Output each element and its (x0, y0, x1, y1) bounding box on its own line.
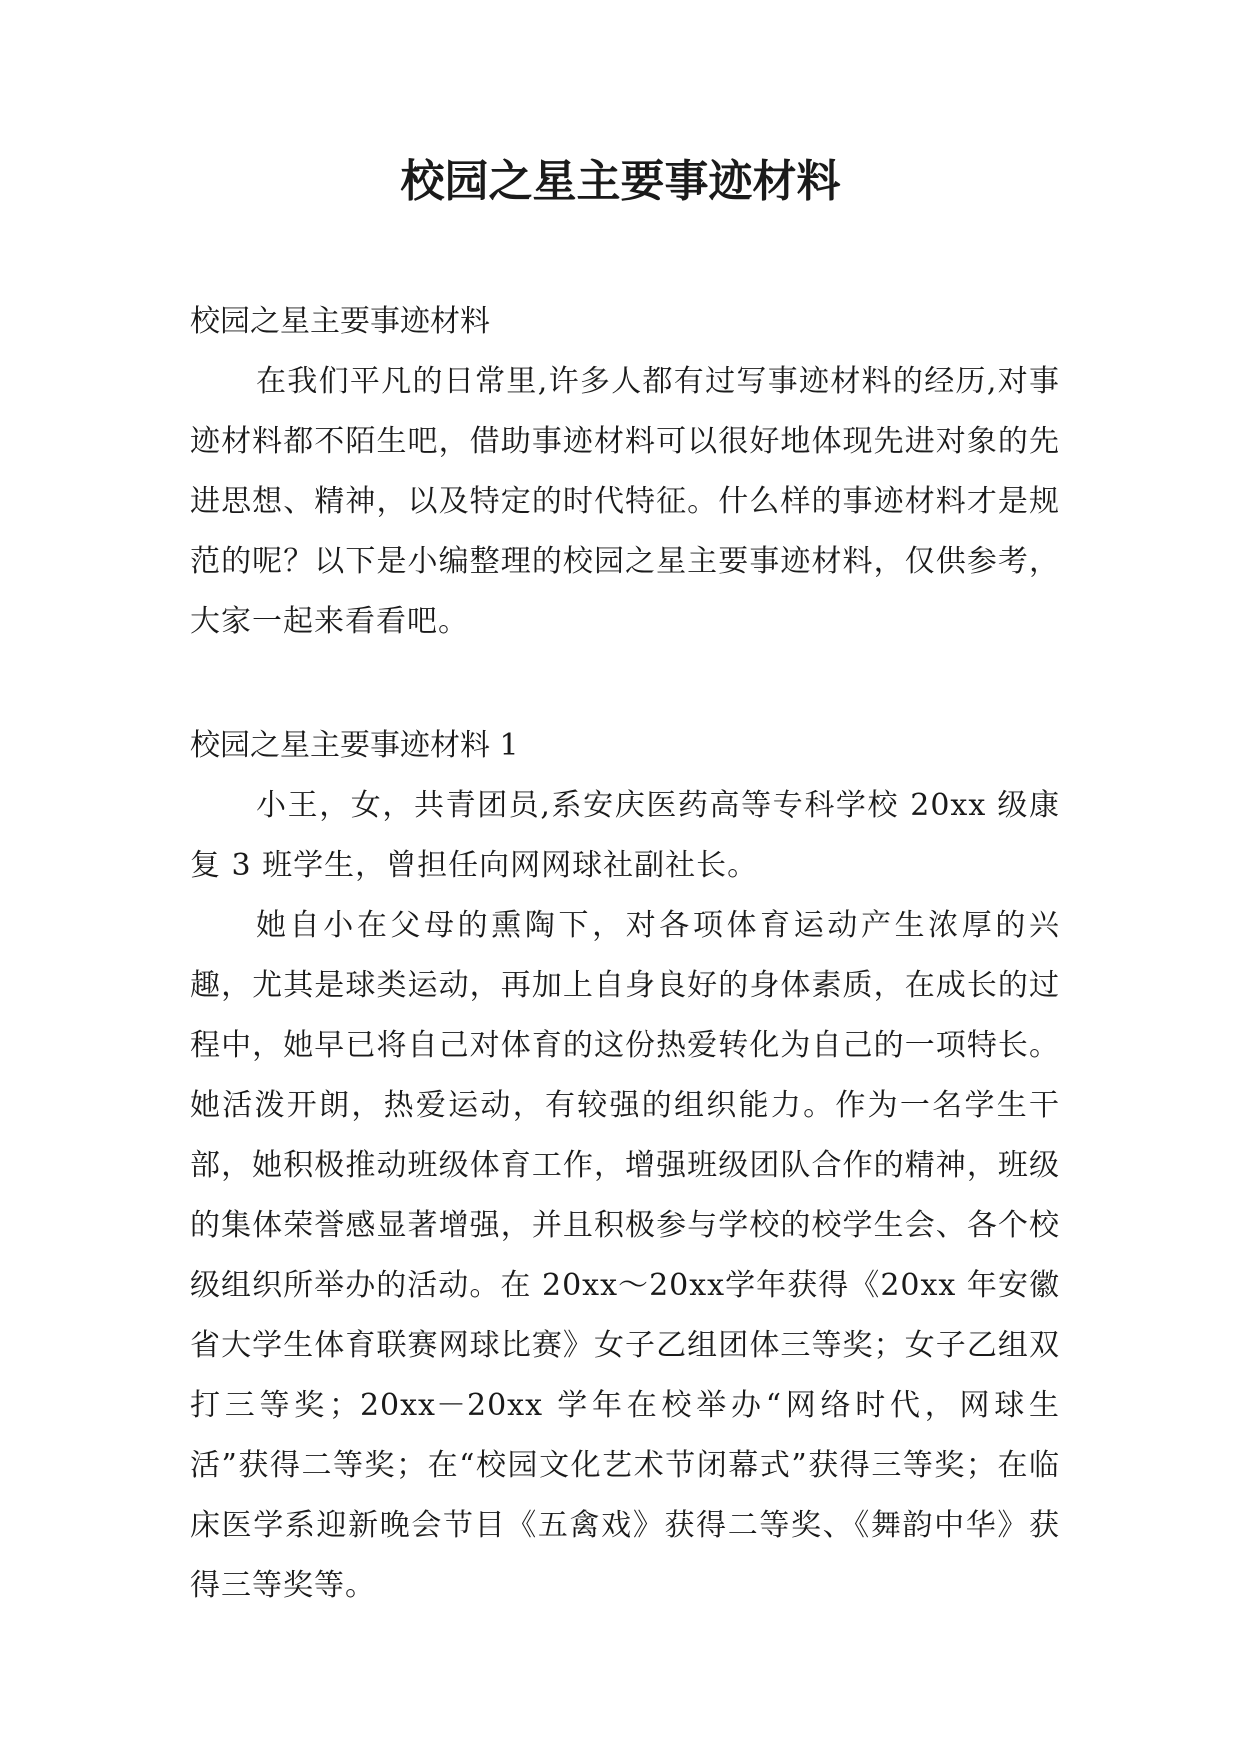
section-1 (190, 716, 1060, 1616)
paragraph: 她自小在父母的熏陶下，对各项体育运动产生浓厚的兴趣，尤其是球类运动，再加上自身良好的身体素质，在成长的过程中，她早已将自己对体育的这份热爱转化为自己的一项特长。她活泼开朗，热爱运动，有较强的组织能力。作为一名学生干部，她积极推动班级体育工作，增强班级团队合作的精神，班级的集体荣誉感显著增强，并且积极参与学校的校学生会、各个校级组织所举办的活动。在 20xx～20xx学年获得《20xx 年安徽省大学生体育联赛网球比赛》女子乙组团体三等奖；女子乙组双打三等奖；20xx－20xx 学年在校举办“网络时代，网球生活”获得二等奖；在“校园文化艺术节闭幕式”获得三等奖；在临床医学系迎新晚会节目《五禽戏》获得二等奖、《舞韵中华》获得三等奖等。 (190, 908, 1060, 1603)
page-title: 校园之星主要事迹材料 (400, 156, 841, 207)
section-spacer (190, 652, 1060, 716)
section-heading: 校园之星主要事迹材料 (190, 304, 490, 339)
section-heading: 校园之星主要事迹材料 1 (190, 728, 519, 763)
document-body (190, 292, 1060, 1616)
section-intro (190, 292, 1060, 652)
paragraph: 在我们平凡的日常里,许多人都有过写事迹材料的经历,对事迹材料都不陌生吧，借助事迹材料可以很好地体现先进对象的先进思想、精神，以及特定的时代特征。什么样的事迹材料才是规范的呢？以下是小编整理的校园之星主要事迹材料，仅供参考，大家一起来看看吧。 (190, 364, 1060, 639)
paragraph: 小王，女，共青团员,系安庆医药高等专科学校 20xx 级康复 3 班学生，曾担任向网网球社副社长。 (190, 788, 1060, 883)
